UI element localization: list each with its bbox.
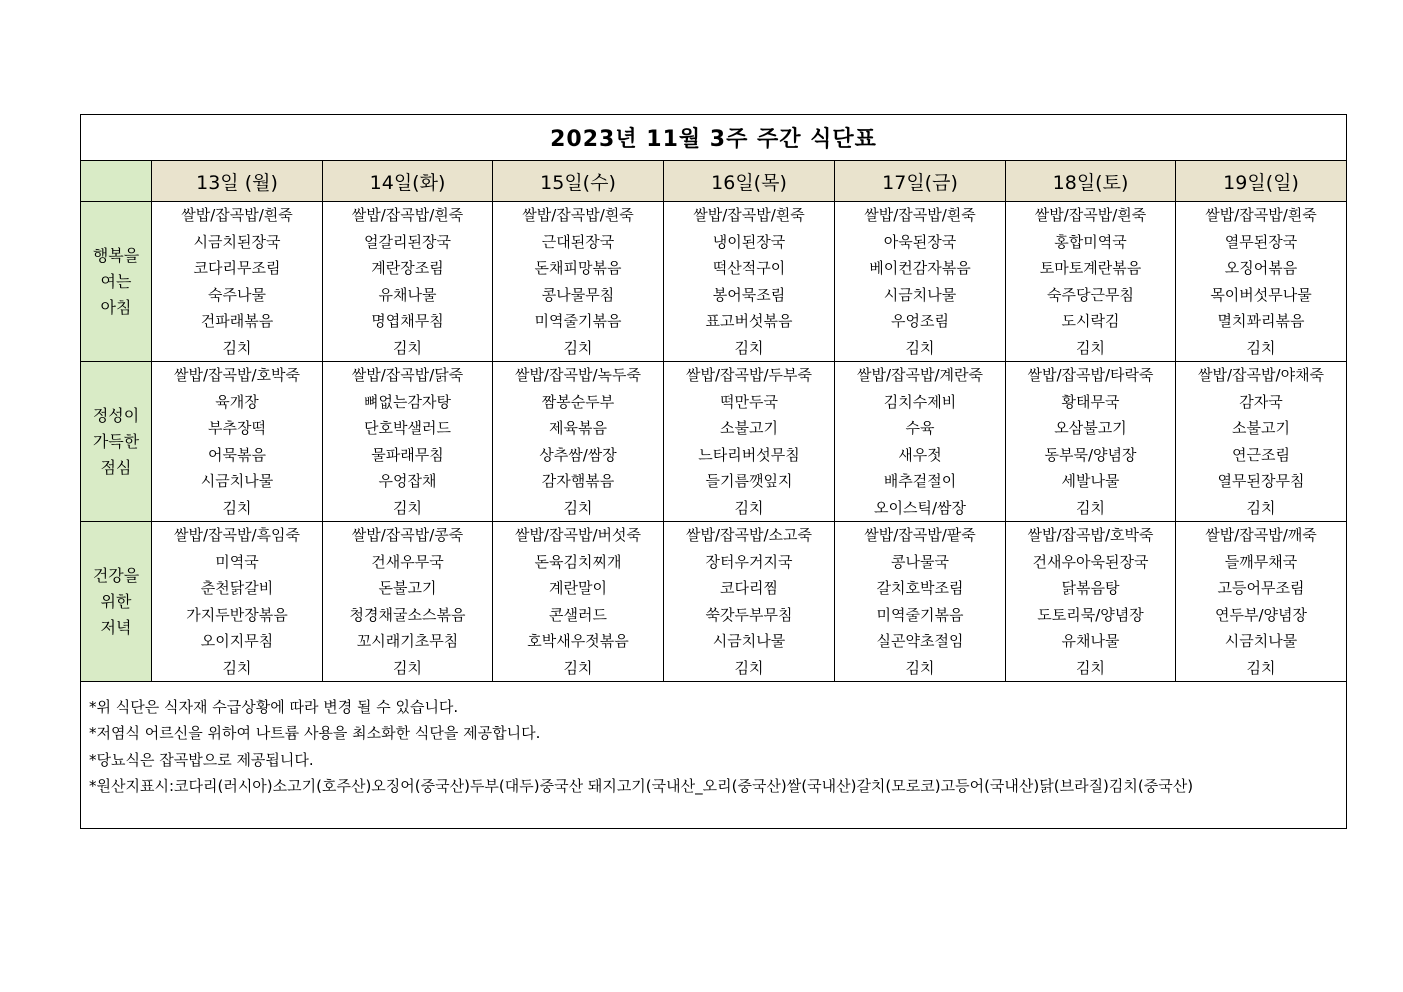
menu-table [80, 114, 1347, 829]
menu-item: 상추쌈/쌈장 [539, 445, 617, 464]
menu-cell [835, 362, 1006, 522]
menu-item: 건새우아욱된장국 [1032, 552, 1149, 571]
menu-cell [323, 522, 493, 682]
menu-item: 숙주당근무침 [1047, 285, 1134, 304]
menu-item: 김치 [1076, 338, 1105, 357]
menu-cell [152, 202, 323, 362]
menu-item: 근대된장국 [541, 232, 615, 251]
menu-item: 감자국 [1239, 392, 1283, 411]
menu-item: 우엉잡채 [378, 472, 437, 490]
menu-item: 얼갈리된장국 [364, 232, 451, 251]
meal-label-line: 저녁 [100, 617, 132, 637]
menu-item: 물파래무침 [371, 445, 444, 464]
menu-item: 김치 [563, 338, 593, 357]
note-line: *저염식 어르신을 위하여 나트륨 사용을 최소화한 식단을 제공합니다. [89, 724, 541, 743]
menu-item: 콩나물무침 [541, 285, 615, 304]
menu-item: 김치수제비 [883, 392, 957, 411]
menu-item: 시금치나물 [883, 285, 957, 304]
menu-item: 오이스틱/쌈장 [874, 498, 966, 517]
menu-cell [1006, 522, 1176, 682]
menu-item: 김치 [563, 658, 593, 677]
menu-item: 쌀밥/잡곡밥/콩죽 [351, 526, 464, 544]
menu-item: 황태무국 [1061, 392, 1120, 411]
menu-item: 김치 [1246, 498, 1276, 517]
menu-cell [1176, 362, 1347, 522]
menu-item: 닭볶음탕 [1061, 579, 1120, 597]
menu-item: 냉이된장국 [712, 232, 786, 251]
menu-item: 쌀밥/잡곡밥/야채죽 [1198, 366, 1325, 384]
menu-item: 돈채피망볶음 [534, 259, 622, 277]
day-header-row [81, 161, 1347, 202]
note-line: *원산지표시:코다리(러시아)소고기(호주산)오징어(중국산)두부(대두)중국산 돼지고기(국내산_오리(중국산)쌀(국내산)갈치(모로코)고등어(국내산)닭(브라질)김치(중국산) [89, 777, 1194, 796]
menu-item: 쌀밥/잡곡밥/흑임죽 [173, 526, 301, 544]
menu-item: 계란말이 [549, 579, 607, 597]
menu-item: 수육 [905, 419, 935, 437]
menu-item: 유채나물 [378, 285, 437, 304]
dinner-row [81, 522, 1347, 682]
meal-label-lunch [81, 362, 152, 522]
menu-cell [664, 522, 835, 682]
menu-cell [323, 362, 493, 522]
menu-item: 쌀밥/잡곡밥/타락죽 [1027, 366, 1154, 384]
menu-item: 쌀밥/잡곡밥/팥죽 [864, 526, 976, 544]
menu-item: 김치 [563, 498, 593, 517]
menu-item: 부추장떡 [208, 419, 266, 437]
menu-cell [1006, 362, 1176, 522]
menu-item: 세발나물 [1061, 472, 1120, 490]
menu-item: 김치 [222, 658, 252, 677]
menu-item: 갈치호박조림 [876, 579, 964, 597]
menu-item: 단호박샐러드 [364, 419, 451, 437]
menu-item: 뼈없는감자탕 [364, 392, 451, 411]
menu-item: 표고버섯볶음 [705, 312, 793, 330]
menu-item: 쌀밥/잡곡밥/흰죽 [1034, 206, 1147, 224]
menu-item: 아욱된장국 [883, 232, 957, 251]
menu-item: 짬봉순두부 [541, 392, 615, 411]
menu-item: 느타리버섯무침 [698, 445, 800, 464]
menu-cell [152, 522, 323, 682]
menu-item: 건새우무국 [371, 552, 444, 571]
corner-cell [81, 161, 152, 202]
menu-item: 호박새우젓볶음 [527, 632, 629, 650]
menu-cell [1176, 522, 1347, 682]
menu-item: 김치 [222, 338, 252, 357]
meal-label-line: 점심 [100, 457, 132, 477]
menu-item: 미역국 [215, 552, 259, 571]
menu-item: 쌀밥/잡곡밥/흰죽 [181, 206, 293, 224]
meal-label-dinner [81, 522, 152, 682]
menu-item: 들기름깻잎지 [705, 472, 793, 490]
menu-item: 돈불고기 [378, 579, 437, 597]
menu-item: 쌀밥/잡곡밥/깨죽 [1205, 526, 1317, 544]
notes-section [81, 682, 1347, 829]
meal-label-line: 건강을 [92, 565, 140, 585]
menu-item: 제육볶음 [549, 419, 607, 437]
menu-item: 명엽채무침 [371, 312, 444, 330]
menu-item: 배추겉절이 [883, 472, 957, 490]
menu-item: 오징어볶음 [1224, 259, 1298, 277]
menu-cell [493, 522, 664, 682]
menu-item: 실곤약초절임 [876, 632, 964, 650]
menu-item: 김치 [1246, 338, 1276, 357]
note-line: *당뇨식은 잡곡밥으로 제공됩니다. [89, 750, 314, 769]
meal-label-line: 가득한 [92, 431, 140, 451]
menu-item: 쌀밥/잡곡밥/흰죽 [351, 206, 464, 224]
menu-item: 김치 [393, 658, 422, 677]
menu-item: 시금치나물 [1224, 632, 1298, 650]
day-header: 15일(수) [493, 161, 664, 202]
menu-item: 우엉조림 [891, 312, 949, 330]
menu-cell [152, 362, 323, 522]
menu-item: 김치 [905, 658, 935, 677]
menu-item: 떡만두국 [720, 392, 778, 411]
menu-item: 오삼불고기 [1054, 419, 1127, 437]
menu-item: 김치 [734, 338, 764, 357]
menu-item: 춘천닭갈비 [200, 579, 274, 597]
menu-item: 쌀밥/잡곡밥/닭죽 [351, 366, 464, 384]
menu-item: 미역줄기볶음 [876, 605, 964, 624]
menu-item: 연근조림 [1232, 445, 1291, 464]
menu-item: 돈육김치찌개 [534, 552, 622, 571]
menu-item: 홍합미역국 [1054, 232, 1127, 251]
menu-item: 코다리무조림 [193, 259, 281, 277]
menu-item: 연두부/양념장 [1215, 605, 1308, 624]
page-title: 2023년 11월 3주 주간 식단표 [81, 115, 1347, 161]
menu-item: 장터우거지국 [705, 552, 793, 571]
menu-item: 건파래볶음 [200, 312, 274, 330]
menu-item: 도토리묵/양념장 [1037, 605, 1144, 624]
meal-label-line: 정성이 [92, 405, 140, 425]
menu-item: 소불고기 [1232, 419, 1291, 437]
meal-label-line: 위한 [100, 591, 132, 611]
menu-item: 김치 [1076, 658, 1105, 677]
day-header: 16일(목) [664, 161, 835, 202]
menu-item: 도시락김 [1061, 312, 1120, 330]
menu-item: 목이버섯무나물 [1210, 285, 1312, 304]
menu-item: 꼬시래기초무침 [356, 632, 459, 650]
menu-item: 쌀밥/잡곡밥/호박죽 [173, 366, 301, 384]
meal-label-breakfast [81, 202, 152, 362]
menu-item: 김치 [734, 658, 764, 677]
day-header: 14일(화) [323, 161, 493, 202]
menu-item: 시금치나물 [712, 632, 786, 650]
menu-item: 김치 [1076, 498, 1105, 517]
menu-item: 시금치나물 [200, 472, 274, 490]
menu-item: 떡산적구이 [712, 259, 786, 277]
day-header: 19일(일) [1176, 161, 1347, 202]
menu-cell [323, 202, 493, 362]
menu-item: 계란장조림 [371, 259, 444, 277]
lunch-row [81, 362, 1347, 522]
menu-item: 코다리찜 [720, 579, 778, 597]
menu-item: 열무된장무침 [1217, 472, 1305, 490]
menu-cell [835, 202, 1006, 362]
menu-cell [664, 362, 835, 522]
menu-item: 오이지무침 [200, 632, 274, 650]
menu-item: 고등어무조림 [1217, 579, 1305, 597]
menu-item: 쌀밥/잡곡밥/버섯죽 [514, 526, 642, 544]
menu-item: 멸치꽈리볶음 [1217, 312, 1305, 330]
day-header: 13일 (월) [152, 161, 323, 202]
menu-item: 쌀밥/잡곡밥/흰죽 [693, 206, 805, 224]
menu-item: 쌀밥/잡곡밥/흰죽 [522, 206, 634, 224]
menu-cell [664, 202, 835, 362]
menu-item: 미역줄기볶음 [534, 312, 622, 330]
menu-item: 김치 [734, 498, 764, 517]
menu-item: 소불고기 [720, 419, 778, 437]
menu-item: 숙주나물 [208, 285, 266, 304]
meal-label-line: 여는 [100, 271, 132, 291]
menu-item: 봉어묵조림 [712, 285, 786, 304]
menu-item: 김치 [222, 498, 252, 517]
day-header: 18일(토) [1006, 161, 1176, 202]
menu-item: 김치 [905, 338, 935, 357]
menu-item: 쌀밥/잡곡밥/두부죽 [685, 366, 813, 384]
menu-item: 김치 [1246, 658, 1276, 677]
menu-item: 어묵볶음 [208, 445, 266, 464]
note-line: *위 식단은 식자재 수급상황에 따라 변경 될 수 있습니다. [89, 698, 459, 716]
menu-cell [1176, 202, 1347, 362]
menu-cell [1006, 202, 1176, 362]
menu-item: 토마토계란볶음 [1039, 259, 1142, 277]
menu-item: 가지두반장볶음 [186, 605, 288, 624]
menu-item: 콘샐러드 [549, 605, 607, 624]
menu-item: 김치 [393, 498, 422, 517]
meal-label-line: 아침 [100, 297, 132, 317]
menu-item: 시금치된장국 [193, 232, 281, 251]
notes-row [81, 682, 1347, 829]
menu-item: 쌀밥/잡곡밥/소고죽 [685, 526, 813, 544]
menu-item: 쌀밥/잡곡밥/호박죽 [1027, 526, 1154, 544]
breakfast-row [81, 202, 1347, 362]
menu-item: 동부묵/양념장 [1044, 445, 1137, 464]
menu-item: 들깨무채국 [1224, 552, 1298, 571]
menu-item: 감자햄볶음 [541, 472, 615, 490]
menu-cell [835, 522, 1006, 682]
menu-item: 열무된장국 [1224, 232, 1298, 251]
menu-cell [493, 202, 664, 362]
menu-item: 콩나물국 [891, 552, 949, 571]
menu-cell [493, 362, 664, 522]
day-header: 17일(금) [835, 161, 1006, 202]
menu-item: 쑥갓두부무침 [705, 605, 793, 624]
menu-item: 쌀밥/잡곡밥/흰죽 [864, 206, 976, 224]
menu-item: 청경채굴소스볶음 [349, 605, 466, 624]
menu-item: 쌀밥/잡곡밥/계란죽 [856, 366, 984, 384]
menu-item: 쌀밥/잡곡밥/녹두죽 [514, 366, 642, 384]
menu-item: 유채나물 [1061, 632, 1120, 650]
menu-item: 쌀밥/잡곡밥/흰죽 [1205, 206, 1317, 224]
menu-item: 새우젓 [898, 445, 942, 464]
menu-item: 베이컨감자볶음 [869, 259, 971, 277]
menu-item: 육개장 [215, 392, 259, 411]
meal-label-line: 행복을 [92, 245, 140, 265]
menu-item: 김치 [393, 338, 422, 357]
